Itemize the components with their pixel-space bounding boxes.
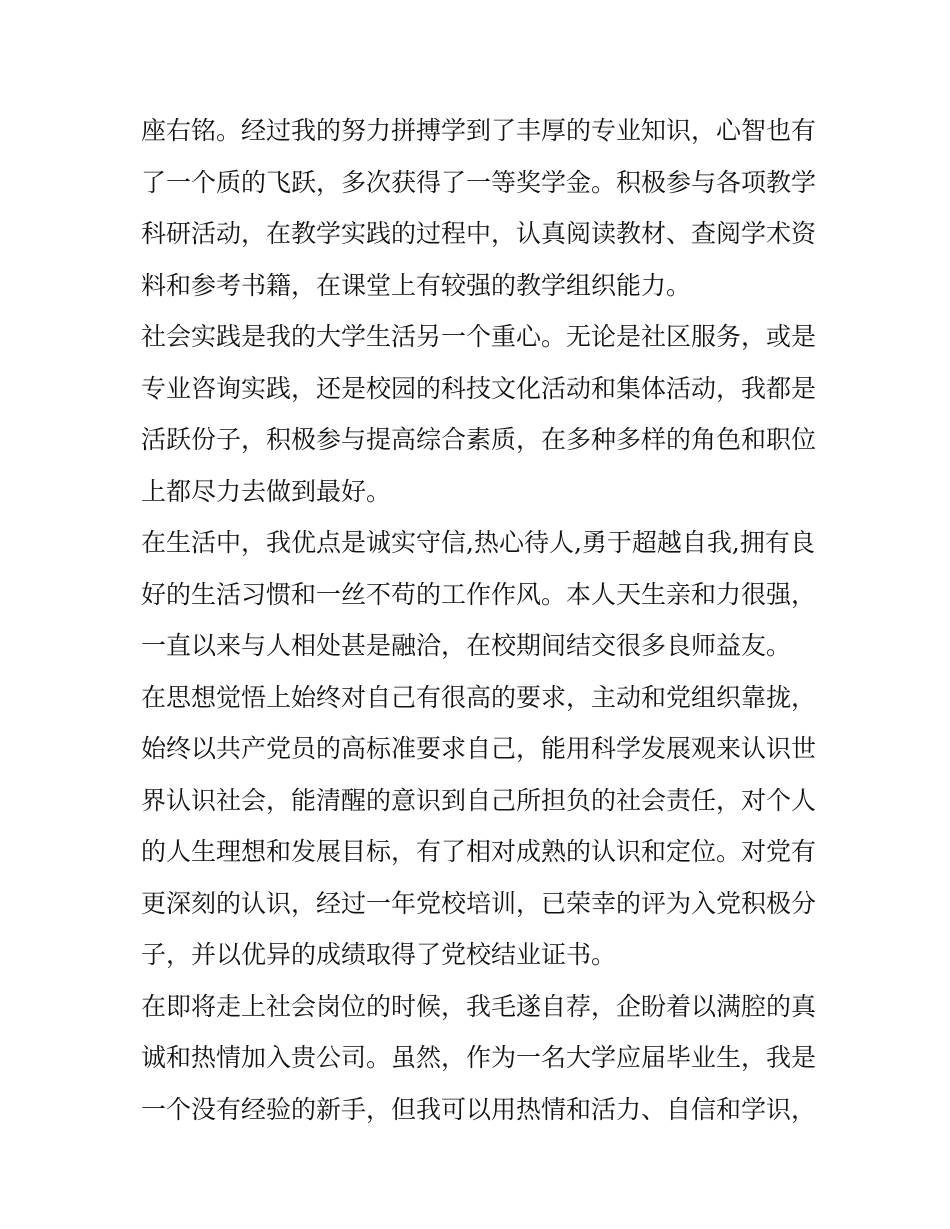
text-line: 上都尽力去做到最好。 — [141, 476, 392, 506]
text-line: 在生活中，我优点是诚实守信,热心待人,勇于超越自我,拥有良 — [141, 528, 815, 557]
text-line: 好的生活习惯和一丝不苟的工作作风。本人天生亲和力很强， — [141, 579, 817, 609]
text-line: 座右铭。经过我的努力拼搏学到了丰厚的专业知识，心智也有 — [141, 116, 817, 145]
text-line: 科研活动，在教学实践的过程中，认真阅读教材、查阅学术资 — [141, 219, 817, 248]
text-line: 专业咨询实践，还是校园的科技文化活动和集体活动，我都是 — [141, 373, 817, 403]
text-line: 的人生理想和发展目标，有了相对成熟的认识和定位。对党有 — [141, 837, 817, 866]
text-line: 更深刻的认识，经过一年党校培训，已荣幸的评为入党积极分 — [141, 888, 817, 918]
text-line: 活跃份子，积极参与提高综合素质，在多种多样的角色和职位 — [141, 425, 817, 454]
text-line: 在即将走上社会岗位的时候，我毛遂自荐，企盼着以满腔的真 — [141, 991, 817, 1021]
text-line: 一个没有经验的新手，但我可以用热情和活力、自信和学识， — [141, 1094, 817, 1124]
text-line: 诚和热情加入贵公司。虽然，作为一名大学应届毕业生，我是 — [141, 1043, 817, 1072]
document-body — [141, 105, 821, 1135]
text-line: 在思想觉悟上始终对自己有很高的要求，主动和党组织靠拢， — [141, 682, 817, 712]
text-line: 界认识社会，能清醒的意识到自己所担负的社会责任，对个人 — [141, 785, 817, 815]
text-line: 始终以共产党员的高标准要求自己，能用科学发展观来认识世 — [141, 734, 817, 763]
text-line: 料和参考书籍，在课堂上有较强的教学组织能力。 — [141, 270, 692, 300]
text-line: 社会实践是我的大学生活另一个重心。无论是社区服务，或是 — [141, 322, 817, 351]
text-line: 子，并以优异的成绩取得了党校结业证书。 — [141, 940, 617, 969]
text-line: 一直以来与人相处甚是融洽，在校期间结交很多良师益友。 — [141, 631, 792, 660]
text-line: 了一个质的飞跃，多次获得了一等奖学金。积极参与各项教学 — [141, 167, 817, 197]
